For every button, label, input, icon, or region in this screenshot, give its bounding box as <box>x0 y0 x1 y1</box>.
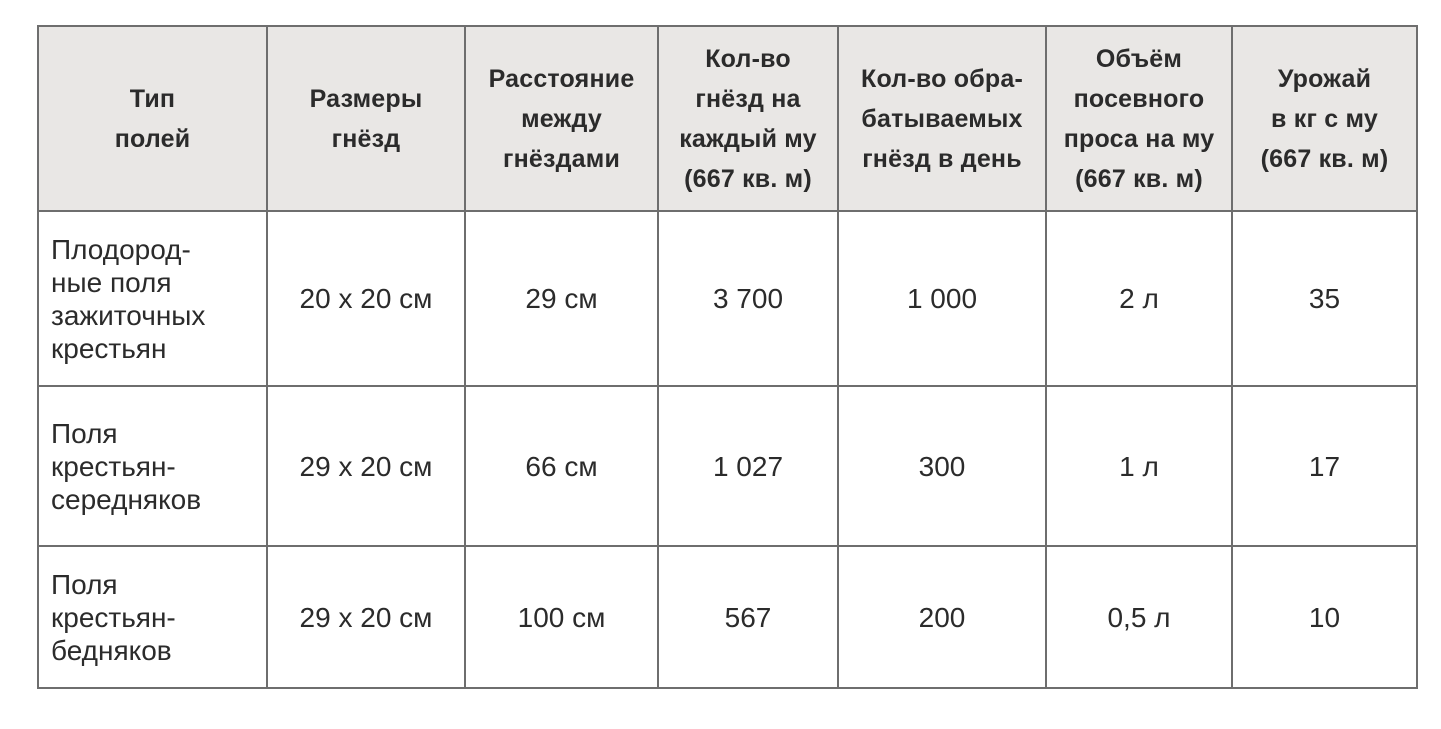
cell-nest-size: 29 х 20 см <box>267 546 465 688</box>
table-header <box>38 26 1417 211</box>
cell-seed-volume: 2 л <box>1046 211 1232 386</box>
cell-nests-per-mu: 1 027 <box>658 386 838 546</box>
cell-field-type: Поля крестьян- бедняков <box>38 546 267 688</box>
cell-seed-volume: 0,5 л <box>1046 546 1232 688</box>
cell-seed-volume: 1 л <box>1046 386 1232 546</box>
cell-field-type: Плодород- ные поля зажиточных крестьян <box>38 211 267 386</box>
cell-field-type: Поля крестьян- середняков <box>38 386 267 546</box>
header-seed-volume: Объём посевного проса на му (667 кв. м) <box>1046 26 1232 211</box>
cell-nest-spacing: 29 см <box>465 211 658 386</box>
header-nests-per-mu: Кол-во гнёзд на каждый му (667 кв. м) <box>658 26 838 211</box>
cell-nests-per-day: 200 <box>838 546 1046 688</box>
cell-nest-size: 20 х 20 см <box>267 211 465 386</box>
table-row <box>38 546 1417 688</box>
cell-nest-spacing: 66 см <box>465 386 658 546</box>
table-body <box>38 211 1417 688</box>
cell-nest-size: 29 х 20 см <box>267 386 465 546</box>
header-nest-size: Размеры гнёзд <box>267 26 465 211</box>
cell-nests-per-day: 300 <box>838 386 1046 546</box>
header-nests-per-day: Кол-во обра- батываемых гнёзд в день <box>838 26 1046 211</box>
header-nest-spacing: Расстояние между гнёздами <box>465 26 658 211</box>
cell-nest-spacing: 100 см <box>465 546 658 688</box>
cell-yield: 17 <box>1232 386 1417 546</box>
table-row <box>38 211 1417 386</box>
cell-nests-per-day: 1 000 <box>838 211 1046 386</box>
millet-yield-table <box>37 25 1418 689</box>
header-row <box>38 26 1417 211</box>
cell-nests-per-mu: 3 700 <box>658 211 838 386</box>
cell-yield: 10 <box>1232 546 1417 688</box>
cell-nests-per-mu: 567 <box>658 546 838 688</box>
cell-yield: 35 <box>1232 211 1417 386</box>
header-yield: Урожай в кг с му (667 кв. м) <box>1232 26 1417 211</box>
header-field-type: Тип полей <box>38 26 267 211</box>
table-row <box>38 386 1417 546</box>
